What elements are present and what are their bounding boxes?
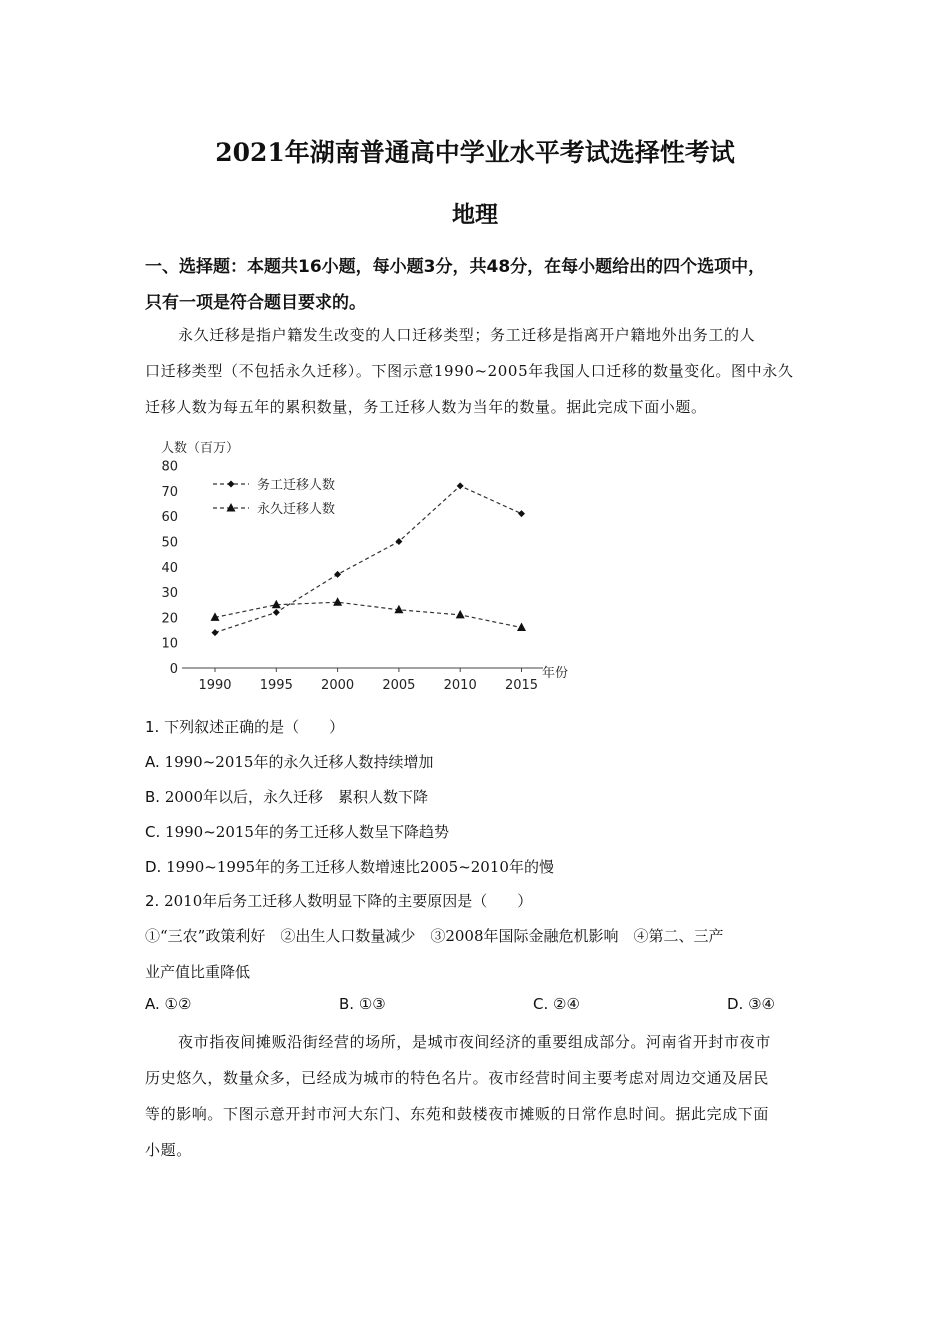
y-tick-label: 50 (161, 535, 178, 551)
q2-option-d[interactable] (727, 995, 775, 1013)
passage1-line-1: 永久迁移是指户籍发生改变的人口迁移类型；务工迁移是指离开户籍地外出务工的人 (178, 326, 756, 344)
chart-ylabel: 人数（百万） (161, 441, 240, 456)
legend-marker (227, 503, 236, 512)
q1-option-a[interactable] (145, 751, 433, 772)
diamond-point (457, 482, 464, 489)
question-2-stem (145, 890, 532, 911)
x-tick-label: 2015 (504, 678, 539, 693)
y-tick-label: 20 (161, 611, 178, 627)
section-heading-line-2: 只有一项是符合题目要求的。 (145, 293, 366, 313)
legend-label: 务工迁移人数 (257, 478, 336, 493)
y-tick-label: 60 (161, 510, 178, 526)
y-tick-label: 80 (161, 459, 178, 475)
y-tick-label: 10 (161, 636, 178, 652)
passage1-line-3: 迁移人数为每五年的累积数量，务工迁移人数为当年的数量。据此完成下面小题。 (145, 398, 707, 416)
q2-option-a[interactable] (145, 995, 191, 1013)
diamond-point (395, 538, 402, 545)
section-heading-line-1: 一、选择题：本题共16小题，每小题3分，共48分，在每小题给出的四个选项中， (145, 257, 766, 277)
x-tick-label: 2010 (443, 678, 477, 693)
q1-option-label: D. (145, 858, 162, 876)
y-tick-label: 30 (161, 586, 178, 602)
question-1-stem (145, 716, 344, 737)
q1-option-c[interactable] (145, 821, 449, 842)
y-tick-label: 0 (169, 662, 178, 677)
passage2-line-3: 等的影响。下图示意开封市河大东门、东苑和鼓楼夜市摊贩的日常作息时间。据此完成下面 (145, 1105, 770, 1123)
q2-option-label: D. (727, 995, 744, 1013)
triangle-point (456, 610, 465, 619)
q1-option-label: A. (145, 753, 160, 771)
q1-option-text: 1990~1995年的务工迁移人数增速比2005~2010年的慢 (166, 858, 554, 876)
y-tick-label: 70 (161, 484, 178, 500)
diamond-point (273, 609, 280, 616)
q2-option-text: ③④ (748, 995, 776, 1013)
legend-marker (228, 481, 235, 488)
passage2-line-2: 历史悠久，数量众多，已经成为城市的特色名片。夜市经营时间主要考虑对周边交通及居民 (145, 1069, 770, 1087)
migration-line-chart (145, 432, 585, 700)
q2-option-text: ①② (164, 995, 192, 1013)
q2-option-label: B. (339, 995, 355, 1013)
diamond-point (518, 510, 525, 517)
x-tick-label: 1995 (259, 678, 293, 693)
q1-option-d[interactable] (145, 856, 554, 877)
passage2-line-1: 夜市指夜间摊贩沿街经营的场所，是城市夜间经济的重要组成部分。河南省开封市夜市 (178, 1033, 771, 1051)
legend-label: 永久迁移人数 (257, 502, 336, 517)
x-tick-label: 2005 (382, 678, 416, 693)
q2-option-label: A. (145, 995, 160, 1013)
x-tick-label: 2000 (321, 678, 355, 693)
diamond-point (212, 629, 219, 636)
q2-option-text: ②④ (553, 995, 580, 1013)
question-1-number: 1. (145, 718, 160, 736)
passage2-line-4: 小题。 (145, 1141, 192, 1159)
triangle-point (272, 600, 281, 609)
q1-option-label: B. (145, 788, 161, 806)
exam-title: 2021年湖南普通高中学业水平考试选择性考试 (215, 138, 735, 167)
q1-option-label: C. (145, 823, 161, 841)
q2-option-text: ①③ (358, 995, 386, 1013)
question-2-number: 2. (145, 892, 160, 910)
q2-factors-line-1: ①“三农”政策利好 ②出生人口数量减少 ③2008年国际金融危机影响 ④第二、三产 (145, 927, 724, 945)
q1-option-text: 2000年以后，永久迁移 累积人数下降 (164, 788, 429, 806)
question-2-text: 2010年后务工迁移人数明显下降的主要原因是（ ） (164, 892, 533, 910)
passage1-line-2: 口迁移类型（不包括永久迁移）。下图示意1990~2005年我国人口迁移的数量变化。图中永久 (145, 362, 794, 380)
chart-xlabel: 年份 (542, 666, 569, 681)
series-line-permanent-migration (215, 602, 522, 627)
triangle-point (517, 623, 526, 632)
y-tick-label: 40 (161, 560, 178, 576)
q2-option-c[interactable] (533, 995, 580, 1013)
q1-option-b[interactable] (145, 786, 428, 807)
q1-option-text: 1990~2015年的务工迁移人数呈下降趋势 (165, 823, 449, 841)
triangle-point (333, 597, 342, 606)
q2-factors-line-2: 业产值比重降低 (145, 963, 251, 981)
subject-title: 地理 (452, 201, 498, 228)
q2-option-b[interactable] (339, 995, 386, 1013)
diamond-point (334, 571, 341, 578)
question-1-text: 下列叙述正确的是（ ） (164, 718, 345, 736)
x-tick-label: 1990 (198, 678, 232, 693)
q1-option-text: 1990~2015年的永久迁移人数持续增加 (164, 753, 434, 771)
q2-option-label: C. (533, 995, 549, 1013)
